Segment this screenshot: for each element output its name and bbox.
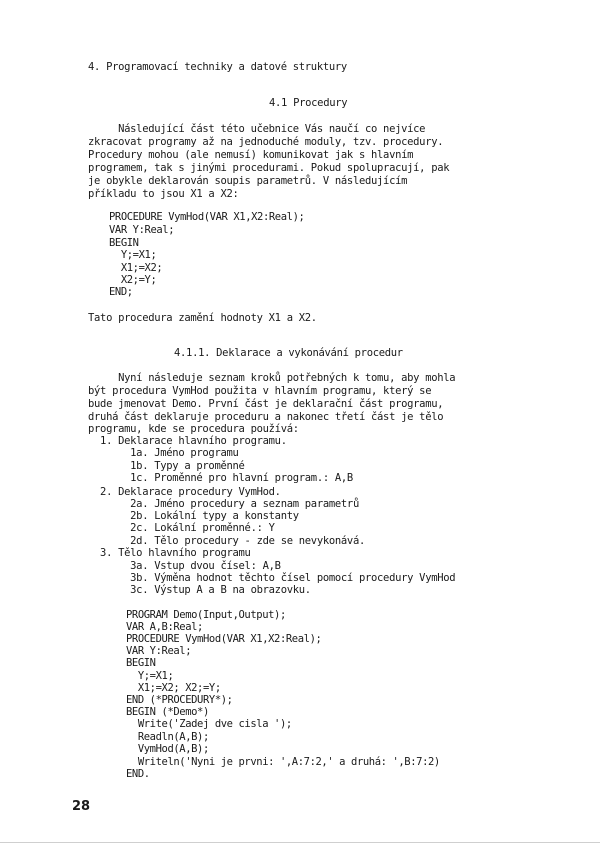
section-title: 4.1 Procedury (269, 97, 348, 109)
paragraph-line: Následující část této učebnice Vás naučí co nejvíce (88, 123, 426, 135)
outline-item: 1b. Typy a proměnné (88, 460, 245, 472)
code-line: Writeln('Nyni je prvni: ',A:7:2,' a druhá: ',B:7:2) (126, 756, 440, 768)
paragraph-line: programem, tak s jinými procedurami. Pokud spolupracují, pak (88, 162, 450, 174)
outline-item: 2c. Lokální proměnné.: Y (88, 522, 275, 534)
code-line: VAR Y:Real; (109, 224, 175, 236)
paragraph-line: zkracovat programy až na jednoduché moduly, tzv. procedury. (88, 136, 444, 148)
subsection-title: 4.1.1. Deklarace a vykonávání procedur (174, 347, 403, 359)
code-line: Y;=X1; (126, 670, 174, 682)
chapter-heading: 4. Programovací techniky a datové struktury (88, 61, 347, 73)
paragraph-line: druhá část deklaruje proceduru a nakonec třetí část je tělo (88, 411, 444, 423)
code-line: PROCEDURE VymHod(VAR X1,X2:Real); (126, 633, 322, 645)
code-line: BEGIN (109, 237, 139, 249)
page-number: 28 (72, 799, 91, 814)
paragraph-line: programu, kde se procedura používá: (88, 423, 299, 435)
outline-item: 3a. Vstup dvou čísel: A,B (88, 560, 281, 572)
code-line: BEGIN (126, 657, 156, 669)
code-line: Write('Zadej dve cisla '); (126, 718, 292, 730)
outline-item: 2b. Lokální typy a konstanty (88, 510, 299, 522)
summary-text: Tato procedura zamění hodnoty X1 a X2. (88, 312, 317, 324)
code-line: END; (109, 286, 133, 298)
paragraph-line: bude jmenovat Demo. První část je deklarační část programu, (88, 398, 444, 410)
paragraph-line: je obykle deklarován soupis parametrů. V následujícím (88, 175, 408, 187)
code-line: Y;=X1; (109, 249, 157, 261)
code-line: X2;=Y; (109, 274, 157, 286)
paragraph-line: Procedury mohou (ale nemusí) komunikovat jak s hlavním (88, 149, 414, 161)
paragraph-line: být procedura VymHod použita v hlavním programu, který se (88, 385, 432, 397)
code-line: VAR A,B:Real; (126, 621, 203, 633)
outline-item: 2a. Jméno procedury a seznam parametrů (88, 498, 359, 510)
page-bottom-rule (0, 842, 600, 843)
outline-item: 1a. Jméno programu (88, 447, 239, 459)
code-line: X1;=X2; X2;=Y; (126, 682, 221, 694)
code-line: BEGIN (*Demo*) (126, 706, 209, 718)
code-line: END (*PROCEDURY*); (126, 694, 233, 706)
paragraph-line: příkladu to jsou X1 a X2: (88, 188, 239, 200)
code-line: Readln(A,B); (126, 731, 209, 743)
outline-item: 2d. Tělo procedury - zde se nevykonává. (88, 535, 365, 547)
outline-item: 3c. Výstup A a B na obrazovku. (88, 584, 311, 596)
paragraph-line: Nyní následuje seznam kroků potřebných k tomu, aby mohla (88, 372, 456, 384)
code-line: VymHod(A,B); (126, 743, 209, 755)
code-line: X1;=X2; (109, 262, 163, 274)
outline-item: 3. Tělo hlavního programu (88, 547, 251, 559)
outline-item: 1c. Proměnné pro hlavní program.: A,B (88, 472, 353, 484)
code-line: VAR Y:Real; (126, 645, 192, 657)
code-line: PROGRAM Demo(Input,Output); (126, 609, 286, 621)
outline-item: 2. Deklarace procedury VymHod. (88, 486, 281, 498)
outline-item: 3b. Výměna hodnot těchto čísel pomocí procedury VymHod (88, 572, 456, 584)
outline-item: 1. Deklarace hlavního programu. (88, 435, 287, 447)
code-line: PROCEDURE VymHod(VAR X1,X2:Real); (109, 211, 305, 223)
code-line: END. (126, 768, 150, 780)
